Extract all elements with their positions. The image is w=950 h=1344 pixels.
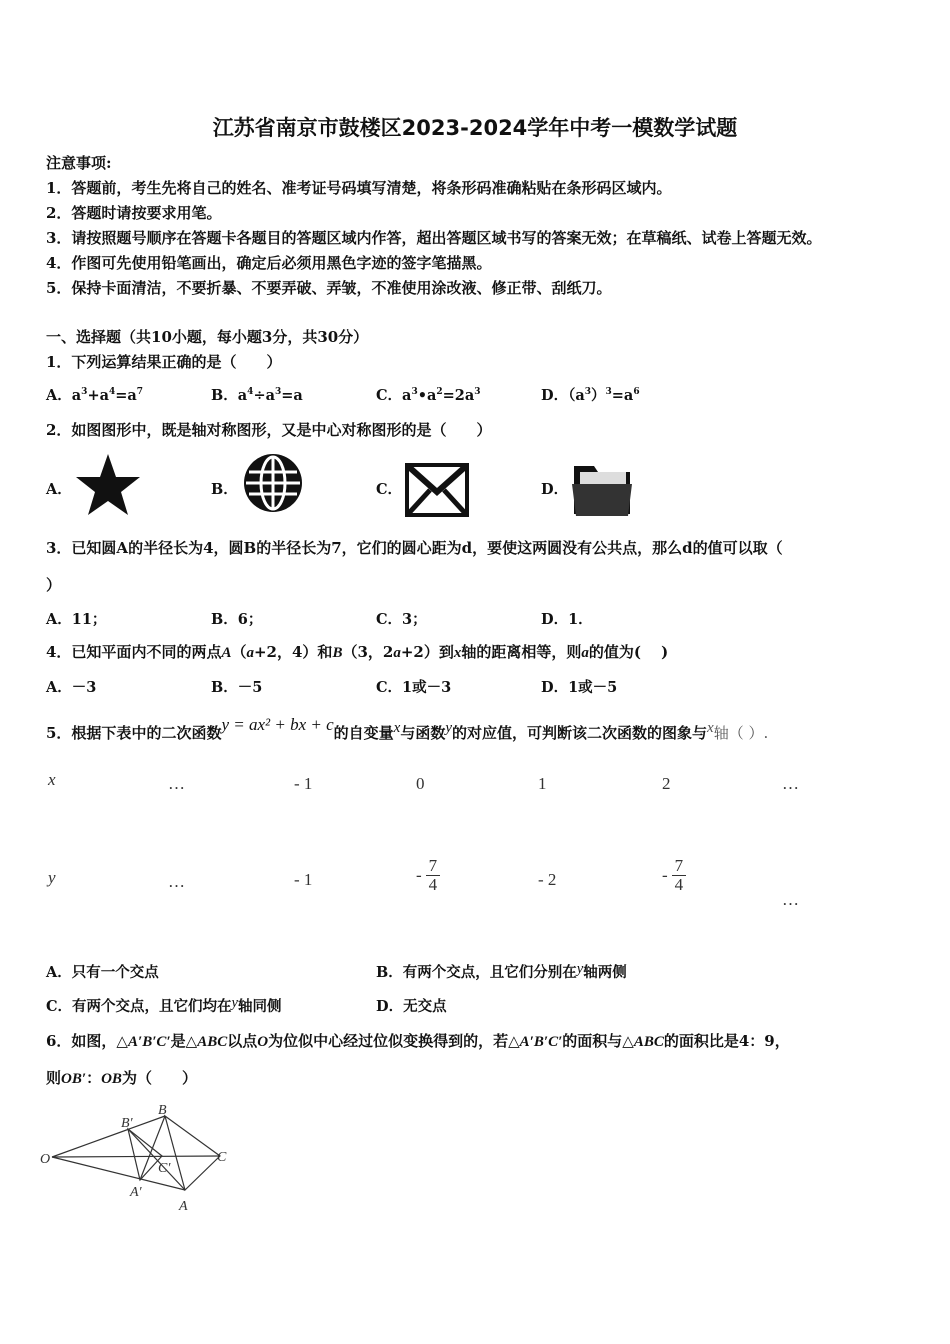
notice-item-4: 4．作图可先使用铅笔画出，确定后必须用黑色字迹的签字笔描黑。 (46, 254, 492, 272)
q2-label-b: B． (211, 481, 238, 498)
q2-label-a: A． (46, 481, 72, 498)
q2-label-d: D． (541, 481, 569, 498)
q6-stem-line2: 则OB′：OB为（ ） (46, 1069, 197, 1087)
table-y-cell: - 2 (538, 870, 557, 889)
figure-label-c-prime: C′ (158, 1161, 171, 1176)
q6-stem-line1: 6．如图，△A′B′C′是△ABC以点O为位似中心经过位似变换得到的，若△A′B′C′的面积与△ABC的面积比是4：9， (46, 1032, 790, 1050)
notice-heading: 注意事项: (46, 154, 112, 172)
notice-item-3: 3．请按照题号顺序在答题卡各题目的答题区域内作答，超出答题区域书写的答案无效；在草稿纸、试卷上答题无效。 (46, 229, 822, 247)
q3-option-b: B．6； (211, 611, 263, 628)
q3-stem: 3．已知圆A的半径长为4，圆B的半径长为7，它们的圆心距为d，要使这两圆没有公共点，那么d的值可以取（ (46, 539, 783, 557)
notice-item-1: 1．答题前，考生先将自己的姓名、准考证号码填写清楚，将条形码准确粘贴在条形码区域内。 (46, 179, 672, 197)
figure-label-a-prime: A′ (130, 1185, 142, 1200)
q5-option-d: D．无交点 (376, 998, 447, 1015)
globe-icon (242, 452, 304, 514)
q3-stem-end: ） (46, 576, 62, 594)
notice-item-2: 2．答题时请按要求用笔。 (46, 204, 222, 222)
q1-option-a: A．$a^3+a^4=a^7$ (46, 387, 144, 404)
q3-option-c: C．3； (376, 611, 427, 628)
q2-label-c: C． (376, 481, 403, 498)
q1-option-c: C．$a^3•a^2=2a^3$ (376, 387, 481, 404)
section-heading: 一、选择题（共10小题，每小题3分，共30分） (46, 328, 369, 346)
notice-item-5: 5．保持卡面清洁，不要折暴、不要弄破、弄皱，不准使用涂改液、修正带、刮纸刀。 (46, 279, 612, 297)
q3-option-a: A．11； (46, 611, 107, 628)
table-x-cell: 0 (416, 774, 425, 793)
q4-option-c: C．1或－3 (376, 679, 452, 696)
figure-label-c: C (217, 1150, 227, 1165)
page-title: 江苏省南京市鼓楼区2023-2024学年中考一模数学试题 (212, 116, 738, 140)
star-icon (74, 452, 142, 518)
q4-option-b: B．－5 (211, 679, 263, 696)
table-y-fraction: - $\frac{7}{4}$ (416, 857, 440, 894)
q5-option-b: B．有两个交点，且它们分别在y轴两侧 (376, 961, 627, 981)
table-y-fraction: - $\frac{7}{4}$ (662, 857, 686, 894)
envelope-icon (404, 462, 470, 518)
q4-option-a: A．－3 (46, 679, 97, 696)
table-y-cell: - 1 (294, 870, 313, 889)
folder-icon (570, 460, 634, 518)
q3-option-d: D．1． (541, 611, 593, 628)
figure-label-a: A (179, 1199, 188, 1214)
q4-option-d: D．1或－5 (541, 679, 618, 696)
q2-stem: 2．如图图形中，既是轴对称图形，又是中心对称图形的是（ ） (46, 421, 492, 439)
table-x-cell: 2 (662, 774, 671, 793)
q1-option-b: B．$a^4\div a^3=a$ (211, 387, 303, 404)
figure-label-b: B (158, 1103, 167, 1118)
table-x-label: x (48, 770, 56, 789)
q5-option-c: C．有两个交点，且它们均在y轴同侧 (46, 995, 282, 1015)
q4-stem: 4．已知平面内不同的两点A（a+2，4）和B（3，2a+2）到x轴的距离相等，则a的值为( ) (46, 643, 669, 661)
q1-option-d: D．$(a^3)^3=a^6$ (541, 387, 640, 404)
table-x-cell: - 1 (294, 774, 313, 793)
figure-label-b-prime: B′ (121, 1116, 133, 1131)
table-x-cell: … (782, 774, 799, 793)
table-y-label: y (48, 868, 56, 887)
table-x-cell: … (168, 774, 185, 793)
table-x-cell: 1 (538, 774, 547, 793)
figure-label-o: O (40, 1152, 51, 1167)
q1-stem: 1．下列运算结果正确的是（ ） (46, 353, 282, 371)
table-y-cell: … (168, 872, 185, 891)
table-y-cell: … (782, 890, 799, 909)
similarity-figure (40, 1100, 240, 1216)
q5-stem: 5．根据下表中的二次函数y = ax² + bx + c的自变量x与函数y的对应值，可判断该二次函数的图象与x轴（ ）. (46, 715, 769, 742)
q5-formula: y = ax² + bx + c (221, 715, 334, 734)
q5-option-a: A．只有一个交点 (46, 964, 159, 981)
